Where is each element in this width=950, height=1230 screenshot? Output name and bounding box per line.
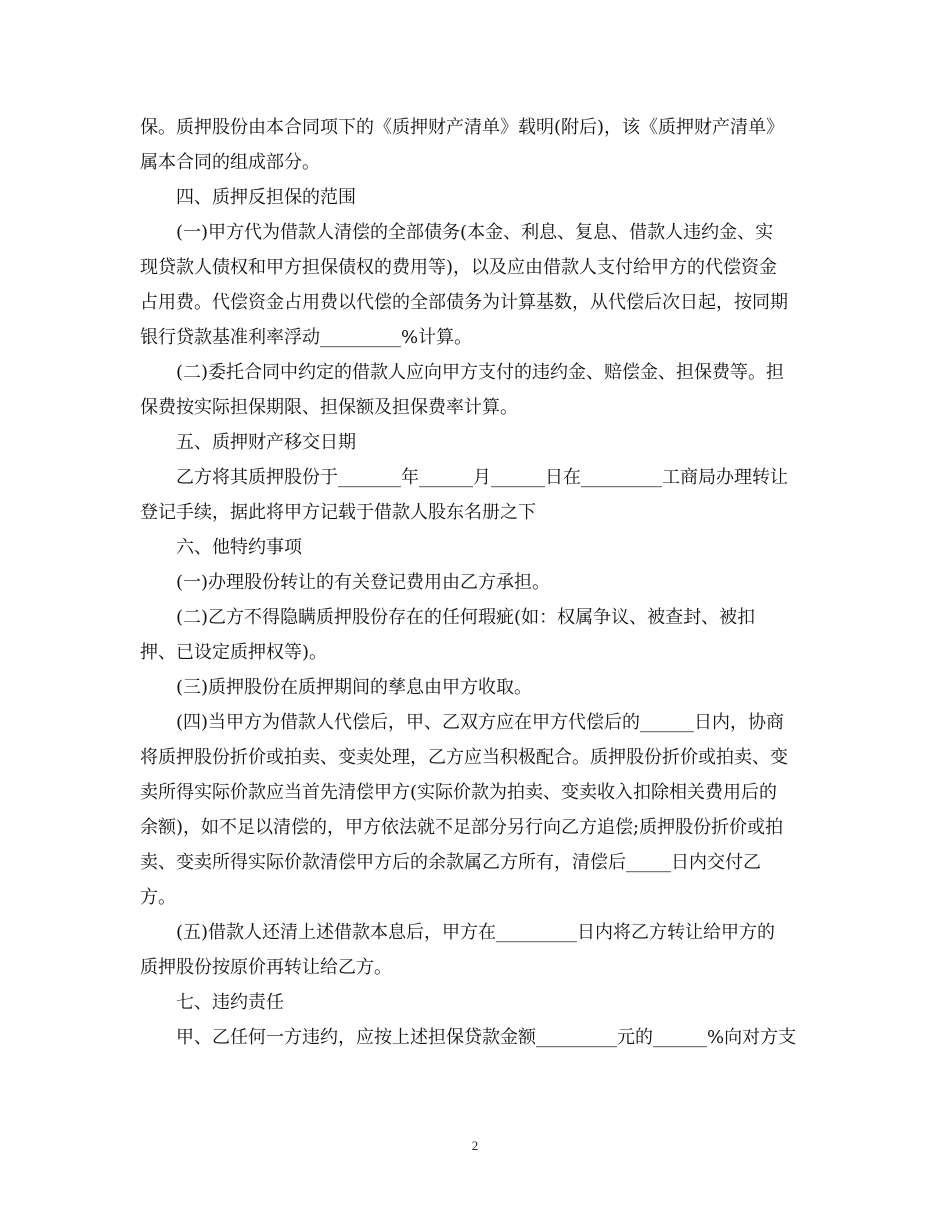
text-line: 卖、变卖所得实际价款清偿甲方后的余款属乙方所有，清偿后_____日内交付乙 xyxy=(140,852,761,873)
text-line: 保。质押股份由本合同项下的《质押财产清单》载明(附后)，该《质押财产清单》 xyxy=(140,117,785,138)
text-line: 属本合同的组成部分。 xyxy=(140,152,320,173)
text-line: 现贷款人债权和甲方担保债权的费用等)，以及应由借款人支付给甲方的代偿资金 xyxy=(140,257,778,278)
text-line: (二)委托合同中约定的借款人应向甲方支付的违约金、赔偿金、担保费等。担 xyxy=(176,362,785,383)
text-line: 乙方将其质押股份于_______年______月______日在_________工商局办理转让 xyxy=(176,467,788,488)
text-line: 四、质押反担保的范围 xyxy=(176,187,356,208)
text-line: 七、违约责任 xyxy=(176,992,284,1013)
text-line: 银行贷款基准利率浮动_________%计算。 xyxy=(140,327,473,348)
text-line: 质押股份按原价再转让给乙方。 xyxy=(140,957,392,978)
text-line: 甲、乙任何一方违约，应按上述担保贷款金额_________元的______%向对方支 xyxy=(176,1027,797,1048)
text-line: 占用费。代偿资金占用费以代偿的全部债务为计算基数，从代偿后次日起，按同期 xyxy=(140,292,788,313)
page-number: 2 xyxy=(471,1138,479,1153)
text-line: (二)乙方不得隐瞒质押股份存在的任何瑕疵(如：权属争议、被查封、被扣 xyxy=(176,607,756,628)
text-line: 保费按实际担保期限、担保额及担保费率计算。 xyxy=(140,397,518,418)
text-line: 五、质押财产移交日期 xyxy=(176,432,356,453)
text-line: 将质押股份折价或拍卖、变卖处理，乙方应当积极配合。质押股份折价或拍卖、变 xyxy=(140,747,788,768)
contract-body xyxy=(140,110,812,1055)
text-line: 六、他特约事项 xyxy=(176,537,302,558)
text-line: (五)借款人还清上述借款本息后，甲方在_________日内将乙方转让给甲方的 xyxy=(176,922,776,943)
text-line: (一)甲方代为借款人清偿的全部债务(本金、利息、复息、借款人违约金、实 xyxy=(176,222,774,243)
text-line: 登记手续，据此将甲方记载于借款人股东名册之下 xyxy=(140,502,536,523)
text-line: 押、已设定质押权等)。 xyxy=(140,642,328,663)
text-line: 卖所得实际价款应当首先清偿甲方(实际价款为拍卖、变卖收入扣除相关费用后的 xyxy=(140,782,778,803)
text-line: 余额)，如不足以清偿的，甲方依法就不足部分另行向乙方追偿;质押股份折价或拍 xyxy=(140,817,784,838)
text-line: (三)质押股份在质押期间的孳息由甲方收取。 xyxy=(176,677,533,698)
text-line: (四)当甲方为借款人代偿后，甲、乙双方应在甲方代偿后的______日内，协商 xyxy=(176,712,785,733)
text-line: (一)办理股份转让的有关登记费用由乙方承担。 xyxy=(176,572,551,593)
text-line: 方。 xyxy=(140,887,176,908)
